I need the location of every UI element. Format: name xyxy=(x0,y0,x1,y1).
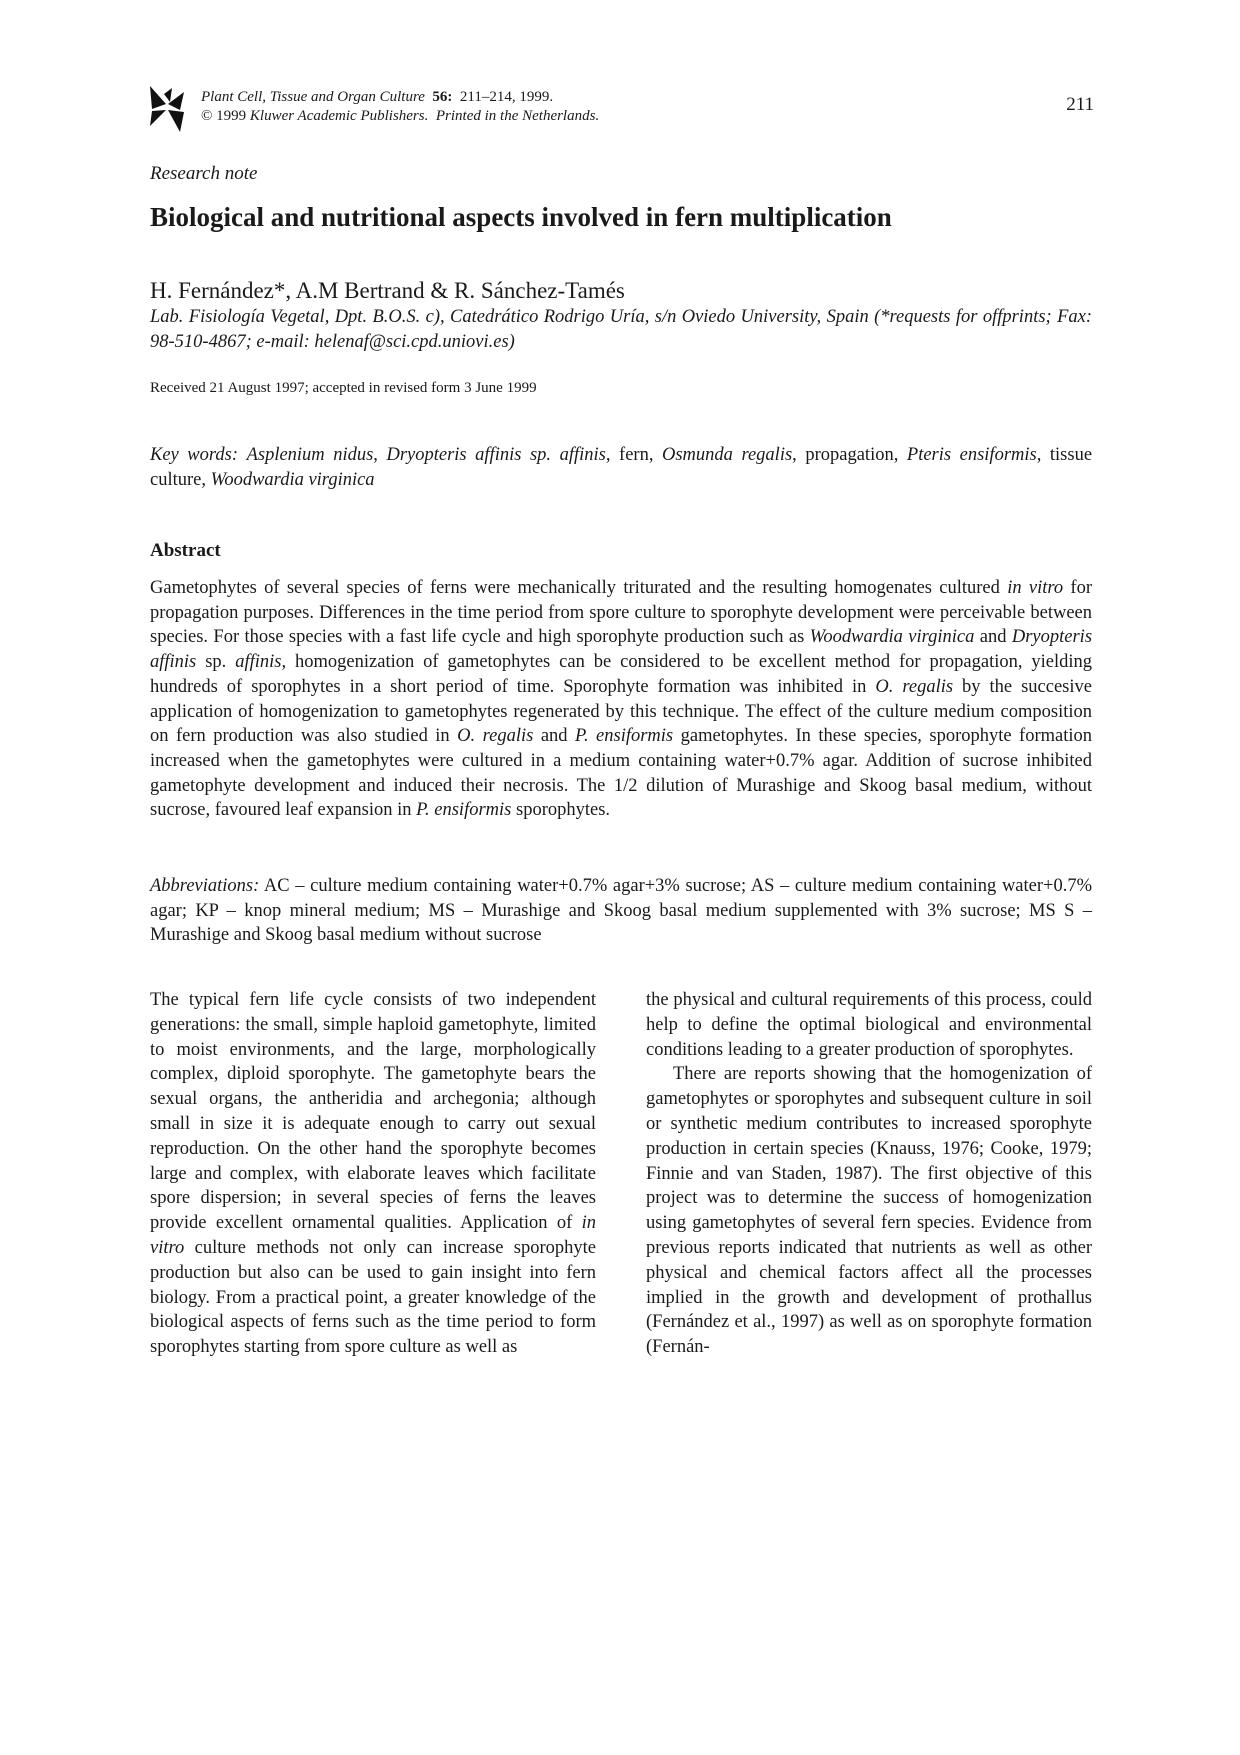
body-paragraph-continued: the physical and cultural requirements of this process, could help to define the optimal biological and environmental conditions leading to a greater production of sporophytes. xyxy=(646,990,1092,1060)
abstract-fragment: sp. xyxy=(205,652,227,673)
article-title: Biological and nutritional aspects involved in fern multiplication xyxy=(150,202,892,232)
section-label: Research note xyxy=(150,163,258,184)
keyword: Dryopteris affinis sp. affinis xyxy=(386,445,606,465)
body-paragraph: There are reports showing that the homogenization of gametophytes or sporophytes and subsequent culture in soil or synthetic medium contributes to increased sporophyte production in certain species (Knauss, 1976; Cooke, 1979; Finnie and van Staden, 1987). The first objective of this project was to determine the success of homogenization using gametophytes of several fern species. Evidence from previous reports indicated that nutrients as well as other physical and chemical factors affect all the processes implied in the growth and development of prothallus (Fernández et al., 1997) as well as on sporophyte formation (Fernán- xyxy=(646,1064,1092,1358)
copyright-year: 1999 xyxy=(216,108,247,124)
abstract-fragment: Woodwardia virginica xyxy=(809,627,975,648)
journal-name: Plant Cell, Tissue and Organ Culture xyxy=(201,89,425,105)
publisher-logo-icon xyxy=(150,86,184,132)
abstract-fragment: P. ensiformis xyxy=(416,800,512,821)
journal-line-1 xyxy=(201,88,801,107)
body-paragraph xyxy=(150,988,596,1360)
keywords: Key words: Asplenium nidus, Dryopteris affinis sp. affinis, fern, Osmunda regalis, propagation, Pteris ensiformis, tissue culture, Woodwardia virginica xyxy=(150,445,1093,490)
keywords-label: Key words: xyxy=(150,445,239,465)
page-number: 211 xyxy=(1066,94,1094,115)
abstract-fragment: Dryopteris affinis xyxy=(150,627,1093,673)
abstract-fragment: sporophytes. xyxy=(516,800,611,821)
journal-volume: 56: xyxy=(432,89,453,105)
keyword: Osmunda regalis xyxy=(662,445,793,465)
keyword: propagation, xyxy=(805,445,899,465)
abbreviations-text: AC – culture medium containing water+0.7% agar+3% sucrose; AS – culture medium containing water+0.7% agar; KP – knop mineral medium; MS – Murashige and Skoog basal medium supplemented with 3% sucrose; MS S – Murashige and Skoog basal medium without sucrose xyxy=(150,876,1093,946)
abstract-heading: Abstract xyxy=(150,540,221,561)
journal-pages-year: 211–214, 1999. xyxy=(459,89,554,105)
body-fragment: in vitro xyxy=(150,1213,597,1258)
abstract-fragment: and xyxy=(979,627,1007,648)
copyright-symbol: © xyxy=(201,108,213,124)
journal-line-2 xyxy=(201,107,801,126)
body-fragment: culture methods not only can increase sporophyte production but also can be used to gain insight into fern biology. From a practical point, a greater knowledge of the biological aspects of ferns such as the time period to form sporophytes starting from spore culture as well as xyxy=(150,1237,597,1358)
abstract-fragment: , homogenization of gametophytes can be considered to be excellent method for propagation, yielding hundreds of sporophytes in a short period of time. Sporophyte formation was inhibited in xyxy=(150,652,1093,697)
keyword: tissue culture, xyxy=(150,445,1093,490)
abstract-fragment: for propagation purposes. Differences in the time period from spore culture to sporophyte development were perceivable between species. For those species with a fast life cycle and high sporophyte production such as xyxy=(150,578,1092,648)
keyword: fern, xyxy=(619,445,654,465)
body-column-right xyxy=(646,988,1092,1360)
body-column-left xyxy=(150,988,596,1360)
journal-citation xyxy=(201,88,801,126)
body-fragment: The typical fern life cycle consists of two independent generations: the small, simple haploid gametophyte, limited to moist environments, and the large, morphologically complex, diploid sporophyte. The gametophyte bears the sexual organs, the antheridia and archegonia; although small in size it is adequate enough to carry out sexual reproduction. On the other hand the sporophyte becomes large and complex, with elaborate leaves which facilitate spore dispersion; in several species of ferns the leaves provide excellent ornamental qualities. Application of xyxy=(150,990,596,1234)
abstract-fragment: and xyxy=(540,726,568,747)
abstract-fragment: affinis xyxy=(235,652,282,673)
affiliation: Lab. Fisiología Vegetal, Dpt. B.O.S. c), Catedrático Rodrigo Uría, s/n Oviedo University, Spain (*requests for offprints; Fax: 98-510-4867; e-mail: helenaf@sci.cpd.uniovi.es) xyxy=(150,307,1092,352)
keyword: Pteris ensiformis xyxy=(906,445,1037,465)
publisher-name: Kluwer Academic Publishers. xyxy=(249,108,429,124)
abbreviations-label: Abbreviations: xyxy=(150,876,260,896)
authors: H. Fernández*, A.M Bertrand & R. Sánchez-Tamés xyxy=(150,278,625,303)
abbreviations xyxy=(150,874,1092,948)
abstract-fragment: O. regalis xyxy=(875,676,954,697)
received-dates: Received 21 August 1997; accepted in revised form 3 June 1999 xyxy=(150,380,537,396)
abstract-text xyxy=(150,576,1092,823)
abstract-fragment: P. ensiformis xyxy=(575,726,674,747)
abstract-fragment: in vitro xyxy=(1007,578,1064,598)
keyword: Asplenium nidus xyxy=(246,445,374,465)
printed-in: Printed in the Netherlands. xyxy=(435,108,600,124)
abstract-fragment: Gametophytes of several species of ferns were mechanically triturated and the resulting homogenates cultured xyxy=(150,578,1000,598)
abstract-fragment: gametophytes. In these species, sporophyte formation increased when the gametophytes were cultured in a medium containing water+0.7% agar. Addition of sucrose inhibited gametophyte development and induced their necrosis. The 1/2 dilution of Murashige and Skoog basal medium, without sucrose, favoured leaf expansion in xyxy=(150,726,1093,821)
abstract-fragment: O. regalis xyxy=(457,726,534,747)
keyword: Woodwardia virginica xyxy=(210,470,375,490)
abstract-fragment: by the succesive application of homogenization to gametophytes regenerated by this technique. The effect of the culture medium composition on fern production was also studied in xyxy=(150,676,1092,747)
